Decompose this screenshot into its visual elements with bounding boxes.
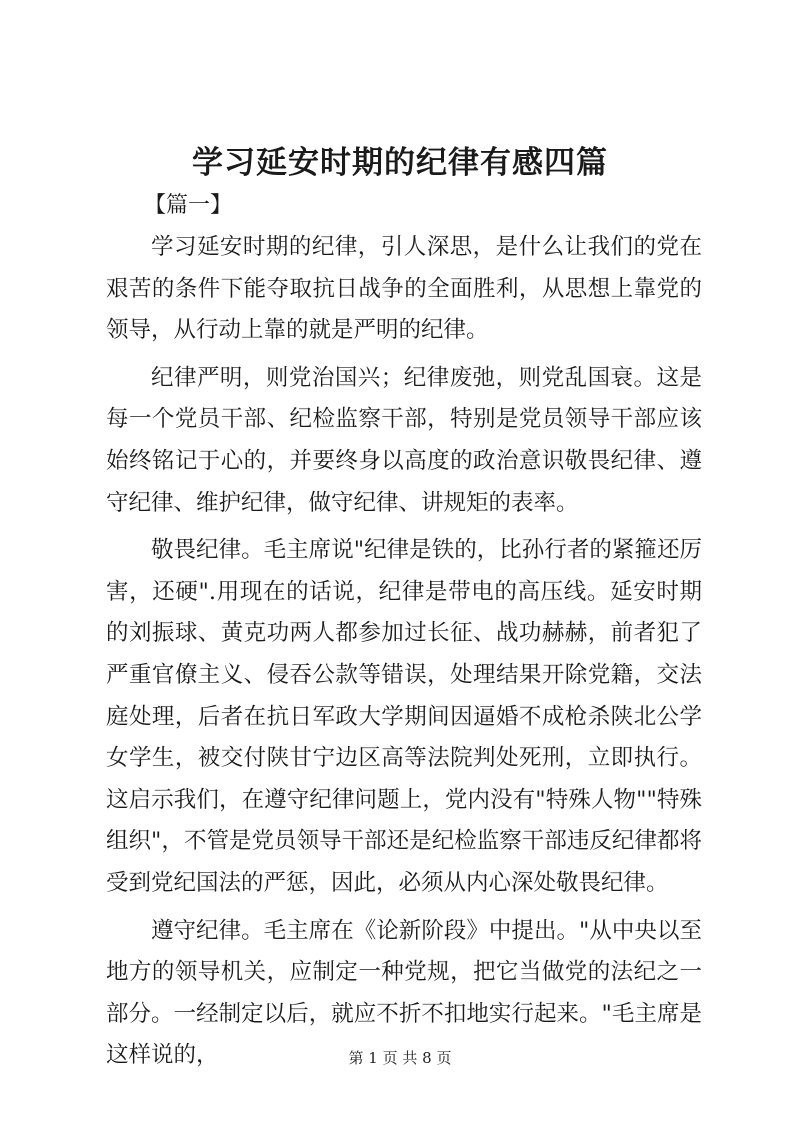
paragraph-4: 遵守纪律。毛主席在《论新阶段》中提出。"从中央以至地方的领导机关，应制定一种党规，把它当做党的法纪之一部分。一经制定以后，就应不折不扣地实行起来。"毛主席是这样说的， [106, 917, 702, 1069]
document-title: 学习延安时期的纪律有感四篇 [192, 145, 608, 181]
paragraph-1: 学习延安时期的纪律，引人深思，是什么让我们的党在艰苦的条件下能夺取抗日战争的全面胜利，从思想上靠党的领导，从行动上靠的就是严明的纪律。 [106, 234, 702, 344]
paragraph-2: 纪律严明，则党治国兴；纪律废弛，则党乱国衰。这是每一个党员干部、纪检监察干部，特别是党员领导干部应该始终铭记于心的，并要终身以高度的政治意识敬畏纪律、遵守纪律、维护纪律，做守纪律、讲规矩的表率。 [106, 364, 702, 516]
document-body [106, 227, 702, 1077]
paragraph-3: 敬畏纪律。毛主席说"纪律是铁的，比孙行者的紧箍还厉害，还硬".用现在的话说，纪律是带电的高压线。延安时期的刘振球、黄克功两人都参加过长征、战功赫赫，前者犯了严重官僚主义、侵吞公款等错误，处理结果开除党籍，交法庭处理，后者在抗日军政大学期间因逼婚不成枪杀陕北公学女学生，被交付陕甘宁边区高等法院判处死刑，立即执行。这启示我们，在遵守纪律问题上，党内没有"特殊人物""特殊组织"，不管是党员领导干部还是纪检监察干部违反纪律都将受到党纪国法的严惩，因此，必须从内心深处敬畏纪律。 [106, 537, 702, 896]
section-label: 【篇一】 [144, 193, 233, 218]
page-footer: 第 1 页 共 8 页 [348, 1049, 452, 1067]
